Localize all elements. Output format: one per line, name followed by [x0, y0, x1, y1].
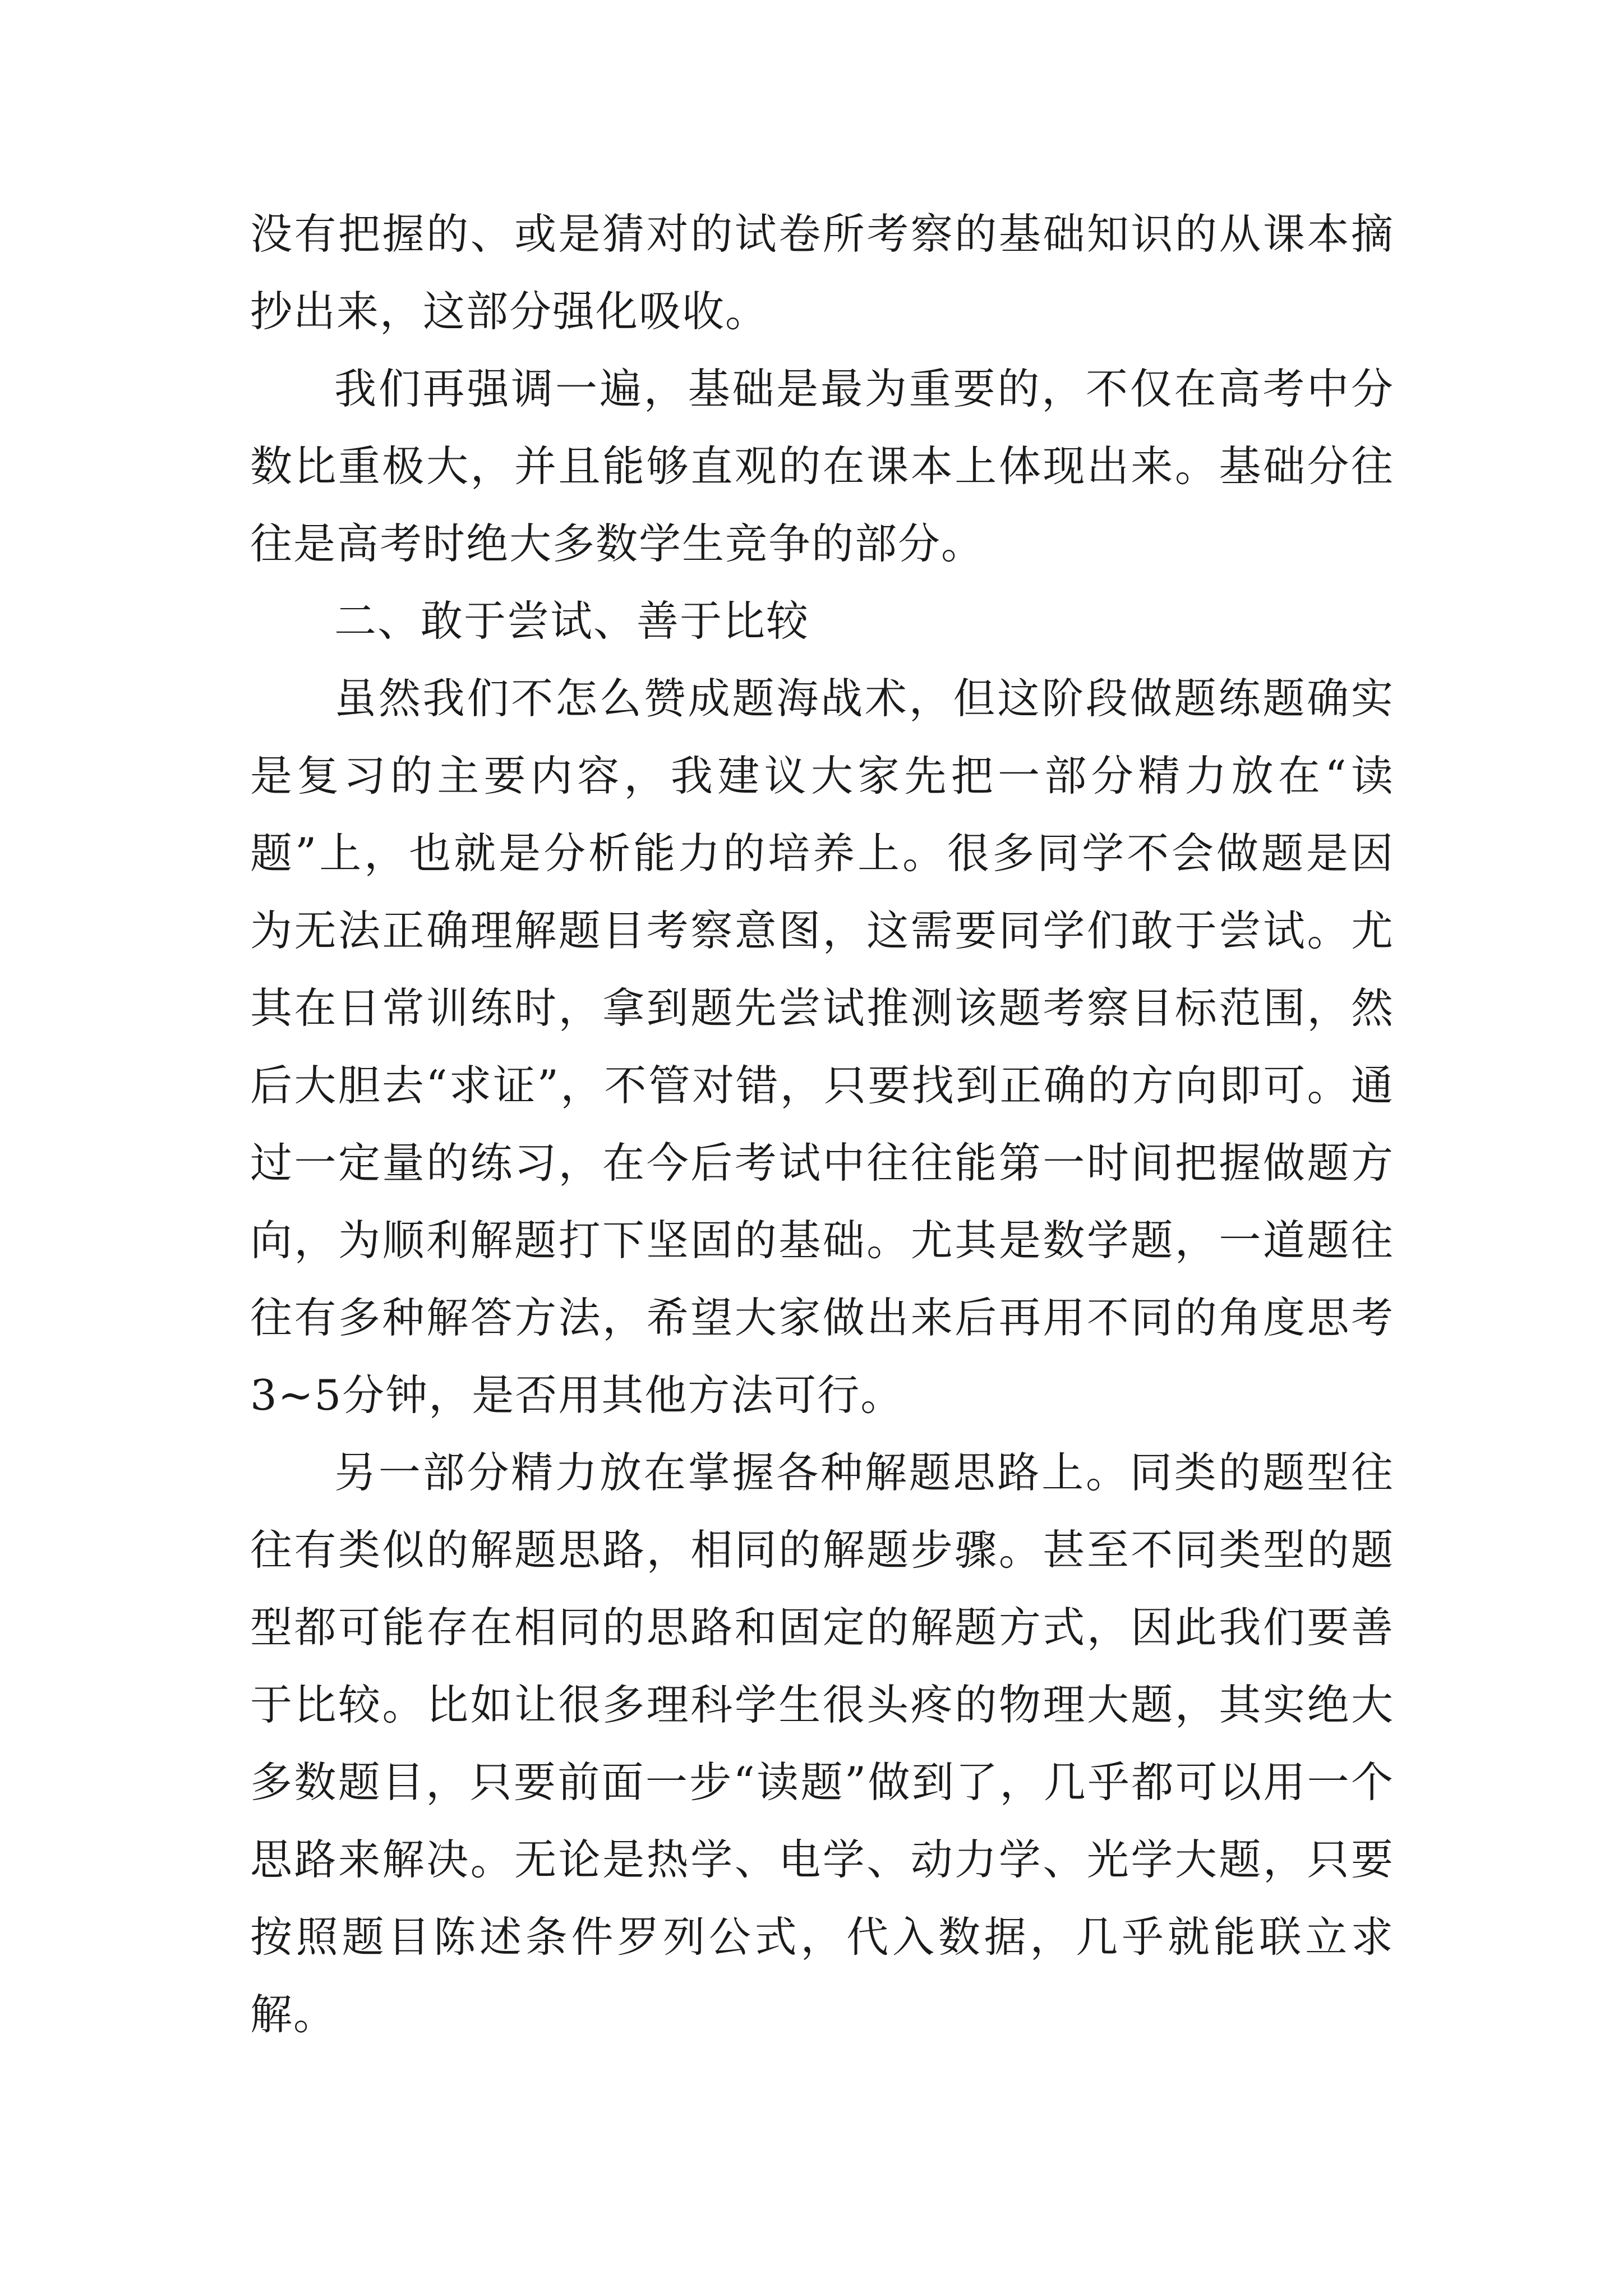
- paragraph-continuation: 没有把握的、或是猜对的试卷所考察的基础知识的从课本摘抄出来，这部分强化吸收。: [250, 209, 1394, 336]
- paragraph-basics-emphasis: 我们再强调一遍，基础是最为重要的，不仅在高考中分数比重极大，并且能够直观的在课本上体现出来。基础分往往是高考时绝大多数学生竞争的部分。: [250, 364, 1394, 568]
- section-heading: 二、敢于尝试、善于比较: [334, 596, 810, 646]
- paragraph-reading-questions: 虽然我们不怎么赞成题海战术，但这阶段做题练题确实是复习的主要内容，我建议大家先把一部分精力放在“读题”上，也就是分析能力的培养上。很多同学不会做题是因为无法正确理解题目考察意图，这需要同学们敢于尝试。尤其在日常训练时，拿到题先尝试推测该题考察目标范围，然后大胆去“求证”，不管对错，只要找到正确的方向即可。通过一定量的练习，在今后考试中往往能第一时间把握做题方向，为顺利解题打下坚固的基础。尤其是数学题，一道题往往有多种解答方法，希望大家做出来后再用不同的角度思考3~5分钟，是否用其他方法可行。: [250, 674, 1394, 1420]
- paragraph-solving-approaches: 另一部分精力放在掌握各种解题思路上。同类的题型往往有类似的解题思路，相同的解题步骤。甚至不同类型的题型都可能存在相同的思路和固定的解题方式，因此我们要善于比较。比如让很多理科学生很头疼的物理大题，其实绝大多数题目，只要前面一步“读题”做到了，几乎都可以用一个思路来解决。无论是热学、电学、动力学、光学大题，只要按照题目陈述条件罗列公式，代入数据，几乎就能联立求解。: [250, 1448, 1394, 2039]
- body-text: [250, 195, 1394, 2053]
